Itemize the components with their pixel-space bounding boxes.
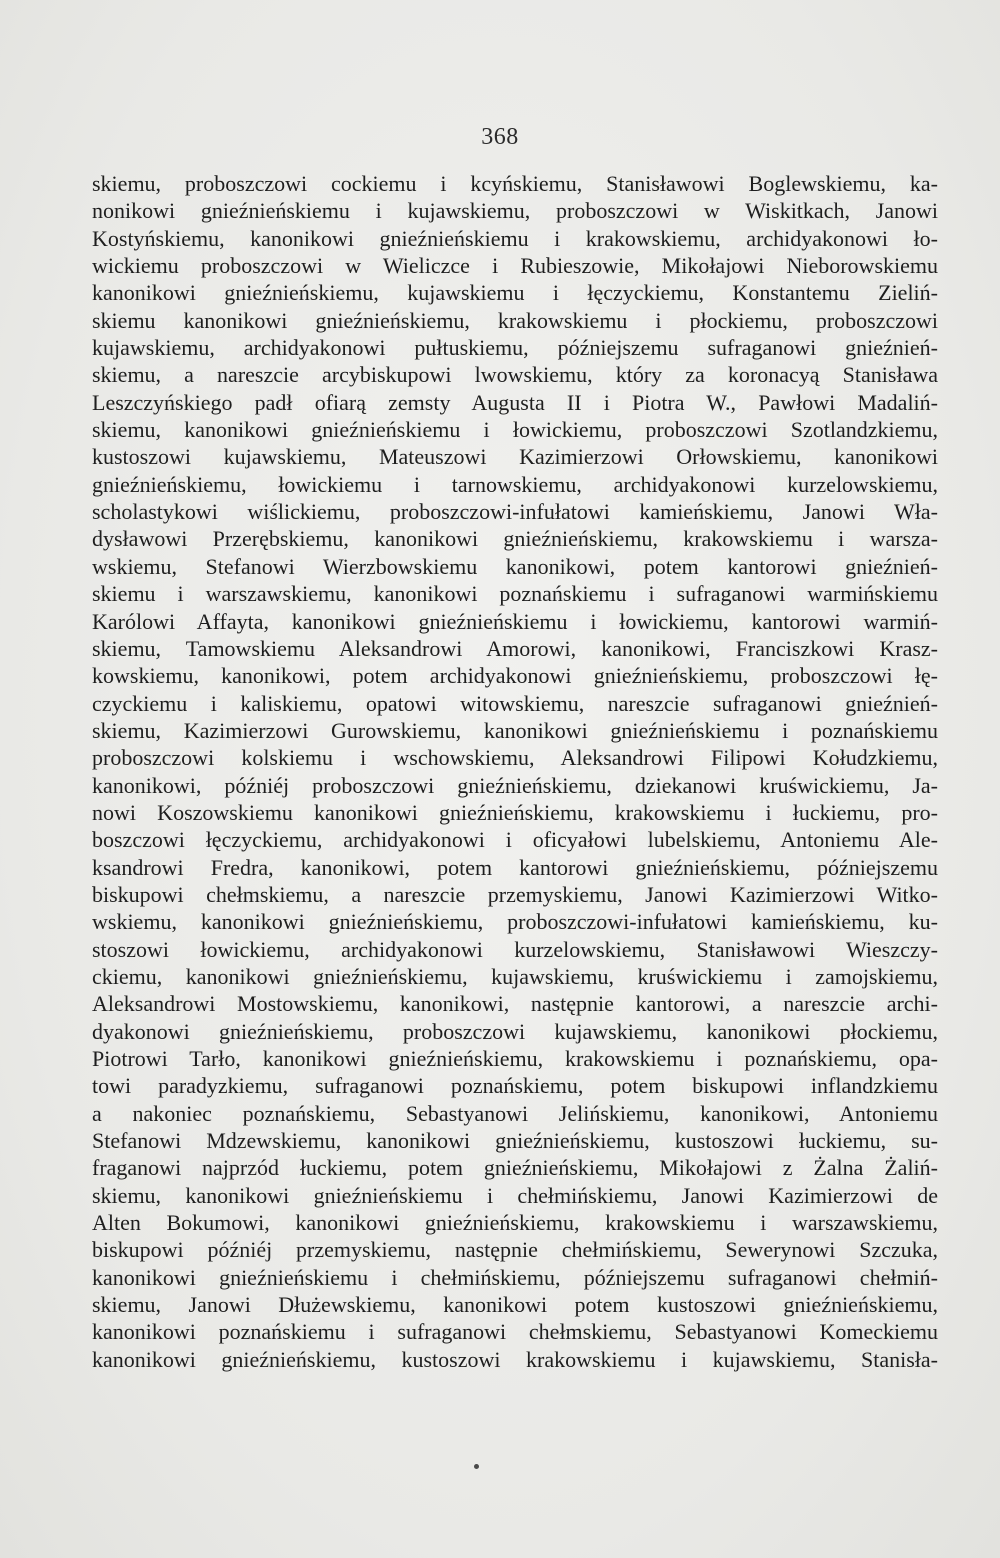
text-line: biskupowi chełmskiemu, a nareszcie przemyskiemu, Janowi Kazimierzowi Witko- xyxy=(92,881,938,907)
text-line: wickiemu proboszczowi w Wieliczce i Rubieszowie, Mikołajowi Nieborowskiemu xyxy=(92,253,938,279)
text-line: gnieźnieńskiemu, łowickiemu i tarnowskiemu, archidyakonowi kurzelowskiemu, xyxy=(92,471,938,497)
text-line: fraganowi najprzód łuckiemu, potem gnieźnieńskiemu, Mikołajowi z Żalna Żaliń- xyxy=(92,1155,938,1181)
text-line: kustoszowi kujawskiemu, Mateuszowi Kazimierzowi Orłowskiemu, kanonikowi xyxy=(92,444,938,470)
page-number: 368 xyxy=(481,124,519,150)
text-line: nowi Koszowskiemu kanonikowi gnieźnieńskiemu, krakowskiemu i łuckiemu, pro- xyxy=(92,799,938,825)
text-line: skiemu, kanonikowi gnieźnieńskiemu i chełmińskiemu, Janowi Kazimierzowi de xyxy=(92,1182,938,1208)
text-line: stoszowi łowickiemu, archidyakonowi kurzelowskiemu, Stanisławowi Wieszczy- xyxy=(92,936,938,962)
text-line: kanonikowi, późniéj proboszczowi gnieźnieńskiemu, dziekanowi kruświckiemu, Ja- xyxy=(92,772,938,798)
text-line: ksandrowi Fredra, kanonikowi, potem kantorowi gnieźnieńskiemu, późniejszemu xyxy=(92,854,938,880)
text-line: nonikowi gnieźnieńskiemu i kujawskiemu, proboszczowi w Wiskitkach, Janowi xyxy=(92,198,938,224)
text-line: kowskiemu, kanonikowi, potem archidyakonowi gnieźnieńskiemu, proboszczowi łę- xyxy=(92,663,938,689)
text-line: kanonikowi gnieźnieńskiemu i chełmińskiemu, późniejszemu sufraganowi chełmiń- xyxy=(92,1264,938,1290)
text-line: towi paradyzkiemu, sufraganowi poznańskiemu, potem biskupowi inflandzkiemu xyxy=(92,1073,938,1099)
text-line: a nakoniec poznańskiemu, Sebastyanowi Jelińskiemu, kanonikowi, Antoniemu xyxy=(92,1100,938,1126)
text-line: Kostyńskiemu, kanonikowi gnieźnieńskiemu i krakowskiemu, archidyakonowi ło- xyxy=(92,225,938,251)
text-line: czyckiemu i kaliskiemu, opatowi witowskiemu, nareszcie sufraganowi gnieźnień- xyxy=(92,690,938,716)
text-line: skiemu i warszawskiemu, kanonikowi poznańskiemu i sufraganowi warmińskiemu xyxy=(92,581,938,607)
text-line: Aleksandrowi Mostowskiemu, kanonikowi, następnie kantorowi, a nareszcie archi- xyxy=(92,991,938,1017)
text-line: Stefanowi Mdzewskiemu, kanonikowi gnieźnieńskiemu, kustoszowi łuckiemu, su- xyxy=(92,1128,938,1154)
text-line: Leszczyńskiego padł ofiarą zemsty Augusta II i Piotra W., Pawłowi Madaliń- xyxy=(92,389,938,415)
text-line: skiemu, a nareszcie arcybiskupowi lwowskiemu, który za koronacyą Stanisława xyxy=(92,362,938,388)
text-line: skiemu, proboszczowi cockiemu i kcyńskiemu, Stanisławowi Boglewskiemu, ka- xyxy=(92,171,938,196)
text-line: proboszczowi kolskiemu i wschowskiemu, Aleksandrowi Filipowi Kołudzkiemu, xyxy=(92,745,938,771)
text-line: wskiemu, Stefanowi Wierzbowskiemu kanonikowi, potem kantorowi gnieźnień- xyxy=(92,553,938,579)
text-line: skiemu, kanonikowi gnieźnieńskiemu i łowickiemu, proboszczowi Szotlandzkiemu, xyxy=(92,417,938,443)
text-line: wskiemu, kanonikowi gnieźnieńskiemu, proboszczowi-infułatowi kamieńskiemu, ku- xyxy=(92,909,938,935)
text-line: skiemu, Janowi Dłużewskiemu, kanonikowi potem kustoszowi gnieźnieńskiemu, xyxy=(92,1292,938,1318)
text-line: kanonikowi poznańskiemu i sufraganowi chełmskiemu, Sebastyanowi Komeckiemu xyxy=(92,1319,938,1345)
text-line: biskupowi późniéj przemyskiemu, następnie chełmińskiemu, Sewerynowi Szczuka, xyxy=(92,1237,938,1263)
text-line: Karólowi Affayta, kanonikowi gnieźnieńskiemu i łowickiemu, kantorowi warmiń- xyxy=(92,608,938,634)
text-line: Piotrowi Tarło, kanonikowi gnieźnieńskiemu, krakowskiemu i poznańskiemu, opa- xyxy=(92,1046,938,1071)
text-line: boszczowi łęczyckiemu, archidyakonowi i oficyałowi lubelskiemu, Antoniemu Ale- xyxy=(92,827,938,853)
text-line: scholastykowi wiślickiemu, proboszczowi-infułatowi kamieńskiemu, Janowi Wła- xyxy=(92,499,938,525)
text-line: kanonikowi gnieźnieńskiemu, kustoszowi krakowskiemu i kujawskiemu, Stanisła- xyxy=(92,1346,938,1372)
text-line: skiemu, Kazimierzowi Gurowskiemu, kanonikowi gnieźnieńskiemu i poznańskiemu xyxy=(92,717,938,743)
text-line: kanonikowi gnieźnieńskiemu, kujawskiemu i łęczyckiemu, Konstantemu Zieliń- xyxy=(92,280,938,306)
text-line: skiemu kanonikowi gnieźnieńskiemu, krakowskiemu i płockiemu, proboszczowi xyxy=(92,307,938,333)
text-line: Alten Bokumowi, kanonikowi gnieźnieńskiemu, krakowskiemu i warszawskiemu, xyxy=(92,1210,938,1236)
text-line: ckiemu, kanonikowi gnieźnieńskiemu, kujawskiemu, kruświckiemu i zamojskiemu, xyxy=(92,963,938,989)
text-line: skiemu, Tamowskiemu Aleksandrowi Amorowi, kanonikowi, Franciszkowi Krasz- xyxy=(92,635,938,661)
body-text xyxy=(92,170,938,1373)
text-line: kujawskiemu, archidyakonowi pułtuskiemu, późniejszemu sufraganowi gnieźnień- xyxy=(92,335,938,361)
text-line: dyakonowi gnieźnieńskiemu, proboszczowi kujawskiemu, kanonikowi płockiemu, xyxy=(92,1018,938,1044)
ink-dot xyxy=(474,1464,479,1469)
text-line: dysławowi Przerębskiemu, kanonikowi gnieźnieńskiemu, krakowskiemu i warsza- xyxy=(92,526,938,552)
